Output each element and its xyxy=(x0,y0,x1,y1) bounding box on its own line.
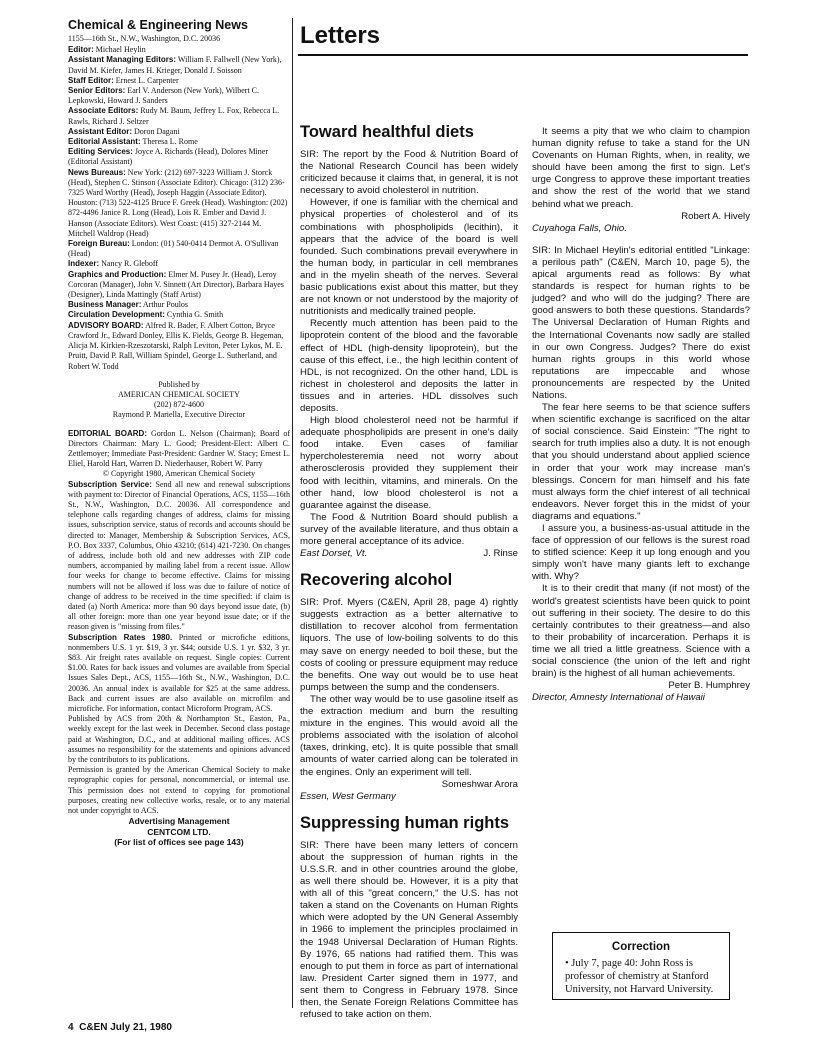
copyright: © Copyright 1980, American Chemical Society xyxy=(102,469,256,479)
publication-title: Chemical & Engineering News xyxy=(68,18,248,32)
letter-paragraph: It is to their credit that many (if not most) of the world's greatest scientists have been quick to point out suffering in their society. The desire to do this certainly contributes to their greatness—and also to their probability of incarceration. Perhaps it is time we all tried a little greatness. Science with a social conscience (the union of the left and right brain) is the highest of all human achievements. xyxy=(532,583,750,680)
offices-note: (For list of offices see page 143) xyxy=(114,837,244,848)
masthead-asst: Assistant Editor: Doron Dagani xyxy=(68,126,180,136)
editorial-board: EDITORIAL BOARD: Gordon L. Nelson (Chairman); Board of Directors Chairman: Mary L. Good; President-Elect: Albert C. Zettlemoyer; Immediate Past-President: Gardner W. Stacy; Ernest L. Eliel, Harold Hart, Warren D. Niederhauser, Robert W. Parry xyxy=(68,428,291,469)
title-rule xyxy=(298,54,748,56)
permission-notice: Permission is granted by the American Chemical Society to make reprographic copies for personal, noncommercial, or internal use. This permission does not extend to copying for promotional purposes, creating new collective works, resale, or to any material not under copyright to ACS. xyxy=(68,765,290,816)
correction-box xyxy=(552,932,730,1000)
subscription-rates: Subscription Rates 1980. Printed or microfiche editions, nonmembers U.S. 1 yr. $19, 3 yr. $44; outside U.S. 1 yr. $32, 3 yr. $83. Air freight rates available on request. Single copies: Current $1.00. Rates for back issues and volumes are available from Special Issues Sales Dept., ACS, 1155—16th St., N.W., Washington, D.C. 20036. An annual index is available for $25 at the same address. Back and current issues are also available on microfilm and microfiche. For information, contact Microform Program, ACS. xyxy=(68,632,290,713)
masthead-advisory: ADVISORY BOARD: Alfred R. Bader, F. Albert Cotton, Bryce Crawford Jr., Edward Donley, Ellis K. Fields, George B. Hegeman, Alicja M. Kirkien-Rzeszotarski, Ralph Leviton, Peter Lykos, M. E. Pruitt, David P. Rall, William Spindel, George L. Sutherland, and Robert W. Todd xyxy=(68,320,284,371)
masthead-associate: Associate Editors: Rudy M. Baum, Jeffrey L. Fox, Rebecca L. Rawls, Richard J. Seltzer xyxy=(68,106,280,126)
masthead-foreign: Foreign Bureau: London: (01) 540-0414 Dermot A. O'Sullivan (Head) xyxy=(68,239,279,259)
letter-paragraph: SIR: Prof. Myers (C&EN, April 28, page 4) rightly suggests extraction as a better alternative to distillation to recover alcohol from fermentation liquors. The use of low-boiling solvents to do this may save on energy needed to boil these, but the costs of cooling or pressure equipment may reduce the benefits. One way out would be to use heat pumps between the sump and the condensers. xyxy=(300,597,518,693)
page-number: 4 xyxy=(68,1022,74,1033)
society-phone: (202) 872-4600 xyxy=(154,400,204,410)
correction-title: Correction xyxy=(611,941,671,953)
masthead-graphics: Graphics and Production: Elmer M. Pusey Jr. (Head), Leroy Corcoran (Manager), John V. Sinnett (Art Director), Barbara Hayes (Designer), Linda Mattingly (Staff Artist) xyxy=(68,269,284,300)
letter-author: Robert A. Hively xyxy=(681,210,750,222)
letter-paragraph: SIR: In Michael Heylin's editorial entitled "Linkage: a perilous path" (C&EN, March 10, page 5), the apical arguments read as follows: By what standards is respect for human rights to be judged? and who will do the judging? There are good answers to both these questions. Standards? The Universal Declaration of Human Rights and the International Covenants now sadly are stalled in our own Congress. Judges? There do exist human rights groups in this world whose reputations are impeccable and whose pronouncements are respected by the United Nations. xyxy=(532,244,750,401)
letter-paragraph: However, if one is familiar with the chemical and physical properties of cholesterol and of its combinations with phospholipids (lecithin), it appears that the advice of the board is well founded. Such combinations prevail everywhere in the human body, in particular in cell membranes and in the myelin sheath of the nerves. Several basic publications exist about this matter, but they are not known or not understood by the majority of nutritionists and medically trained people. xyxy=(300,197,518,318)
letter-paragraph: Recently much attention has been paid to the lipoprotein content of the blood and the favorable effect of HDL (high-density lipoprotein), but the cause of this effect, i.e., the high lecithin content of HDL, is not recognized. On the other hand, LDL is richest in cholesterol and deposits the latter in tissues and in arteries. HDL dissolves such deposits. xyxy=(300,318,518,414)
letter-paragraph: The Food & Nutrition Board should publish a survey of the available literature, and thus obtain a more general acceptance of its advice. xyxy=(300,511,518,547)
letter-paragraph: High blood cholesterol need not be harmful if adequate phospholipids are present in one's daily food intake. Even cases of familiar hypercholesteremia need not worry about atherosclerosis provided they supplement their food with lecithin, vitamins, and minerals. On the other hand, low blood cholesterol is not a guarantee against the disease. xyxy=(300,415,518,511)
letter-paragraph: The other way would be to use gasoline itself as the extraction medium and burn the resulting mixture in the engines. This would avoid all the problems associated with the isolation of alcohol (taxes, drinking, etc). It is quite possible that small amounts of water carried along can be tolerated in the engines. Only an experiment will tell. xyxy=(300,693,518,778)
masthead-ame: Assistant Managing Editors: William F. Fallwell (New York), David M. Kiefer, James H. Krieger, Donald J. Soisson xyxy=(68,55,282,75)
letter-location: Essen, West Germany xyxy=(300,790,396,802)
masthead-bureaus: News Bureaus: New York: (212) 697-3223 William J. Storck (Head), Stephen C. Stinson (Associate Editor). Chicago: (312) 236-7325 Ward Worthy (Head), Joseph Haggin (Associate Editor). Houston: (713) 522-4125 Bruce F. Greek (Head). Washington: (202) 872-4496 Janice R. Long (Head), Lois R. Ember and David J. Hanson (Associate Editors). West Coast: (415) 327-2144 M. Mitchell Waldrop (Head) xyxy=(68,167,288,238)
letter-paragraph: I assure you, a business-as-usual attitude in the face of oppression of our fellows is the surest road to stifled science: Keep it up long enough and you simply won't have many giants left to exchange with. Why? xyxy=(532,523,750,583)
column-divider xyxy=(292,18,293,1008)
masthead-editing: Editing Services: Joyce A. Richards (Head), Dolores Miner (Editorial Assistant) xyxy=(68,147,268,167)
advertising-management: Advertising Management xyxy=(128,816,230,827)
letter-paragraph: SIR: The report by the Food & Nutrition Board of the National Research Council has been widely criticized because it claims that, in general, it is not necessary to avoid cholesterol in nutrition. xyxy=(300,149,518,197)
subscription-service: Subscription Service: Send all new and renewal subscriptions with payment to: Director of Financial Operations, ACS, 1155—16th St., N.W., Washington, D.C. 20036. All correspondence and telephone calls regarding changes of address, claims for missing issues, subscription service, status of records and accounts should be directed to: Manager, Membership & Subscription Services, ACS, P.O. Box 3337, Columbus, Ohio 43210; (614) 421-7230. On changes of address, include both old and new addresses with ZIP code numbers, accompanied by mailing label from a recent issue. Allow four weeks for change to become effective. Claims for missing numbers will not be allowed if loss was due to failure of notice of change of address to be received in the time specified: if claim is dated (a) North America: more than 90 days beyond issue date, (b) all other foreign: more than one year beyond issue date; or if the reason given is "missing from files." xyxy=(68,479,291,632)
published-info: Published by ACS from 20th & Northampton St., Easton, Pa., weekly except for the last week in December. Second class postage paid at Washington, D.C., and at additional mailing offices. ACS assumes no responsibility for the statements and opinions advanced by the contributors to its publications. xyxy=(68,714,290,765)
society-name: AMERICAN CHEMICAL SOCIETY xyxy=(118,389,240,399)
letter-heading: Toward healthful diets xyxy=(300,123,474,141)
letter-author: J. Rinse xyxy=(483,548,518,560)
letter-paragraph: The fear here seems to be that science suffers when scientific exchange is sacrificed on the altar of social conscience. Said Einstein: "The right to search for truth implies also a duty. It is not enough that you should understand about applied science in order that your work may increase man's blessings. Concern for man himself and his fate must always form the chief interest of all technical endeavors. Never forget this in the midst of your diagrams and equations." xyxy=(532,402,750,522)
letter-paragraph: SIR: There have been many letters of concern about the suppression of human rights in the U.S.S.R. and in other countries around the globe, as well there should be. However, it is a pity that with all of this "great concern," the U.S. has not taken a stand on the Covenants on Human Rights which were adopted by the UN General Assembly in 1966 to implement the principles proclaimed in the 1948 Universal Declaration of Human Rights. By 1976, 65 nations had ratified them. This was enough to put them in force as part of international law. President Carter signed them in 1977, and sent them to Congress in February 1978. Since then, the Senate Foreign Relations Committee has refused to take action on them. xyxy=(300,839,518,1021)
publication-address: 1155—16th St., N.W., Washington, D.C. 20036 xyxy=(68,34,221,43)
letter-author: Someshwar Arora xyxy=(441,778,518,790)
correction-text: • July 7, page 40: John Ross is professor of chemistry at Stanford University, not Harvard University. xyxy=(565,958,714,995)
masthead-senior: Senior Editors: Earl V. Anderson (New York), Wilbert C. Lepkowski, Howard J. Sanders xyxy=(68,86,260,106)
letter-heading: Suppressing human rights xyxy=(300,813,510,832)
masthead xyxy=(68,18,290,848)
letter-location: Director, Amnesty International of Hawaii xyxy=(532,692,705,704)
masthead-indexer: Indexer: Nancy R. Gleboff xyxy=(68,259,159,269)
masthead-staff: Staff Editor: Ernest L. Carpenter xyxy=(68,75,179,85)
letter-author: Peter B. Humphrey xyxy=(668,680,750,692)
letter-heading: Recovering alcohol xyxy=(300,571,453,590)
letters-column-middle xyxy=(300,122,518,1021)
letters-column-right xyxy=(532,126,750,704)
letter-location: East Dorset, Vt. xyxy=(300,548,368,560)
centcom: CENTCOM LTD. xyxy=(147,826,211,837)
letter-paragraph: It seems a pity that we who claim to champion human dignity refuse to take a stand for the UN Covenants on Human Rights, when, in reality, we should have been among the first to sign. Let's urge Congress to approve these important treaties and show the rest of the world that we stand behind what we preach. xyxy=(532,126,750,210)
masthead-editor: Editor: Michael Heylin xyxy=(68,45,146,55)
page-footer xyxy=(68,1022,172,1033)
masthead-edasst: Editorial Assistant: Theresa L. Rome xyxy=(68,137,198,147)
executive-director: Raymond P. Mariella, Executive Director xyxy=(112,410,246,420)
masthead-circulation: Circulation Development: Cynthia G. Smith xyxy=(68,310,224,320)
section-title: Letters xyxy=(300,22,381,49)
published-by: Published by xyxy=(158,379,200,389)
issue-date: C&EN July 21, 1980 xyxy=(79,1022,172,1033)
letter-location: Cuyahoga Falls, Ohio. xyxy=(532,222,627,234)
letter-signature xyxy=(300,548,518,560)
masthead-business: Business Manager: Arthur Poulos xyxy=(68,300,189,310)
